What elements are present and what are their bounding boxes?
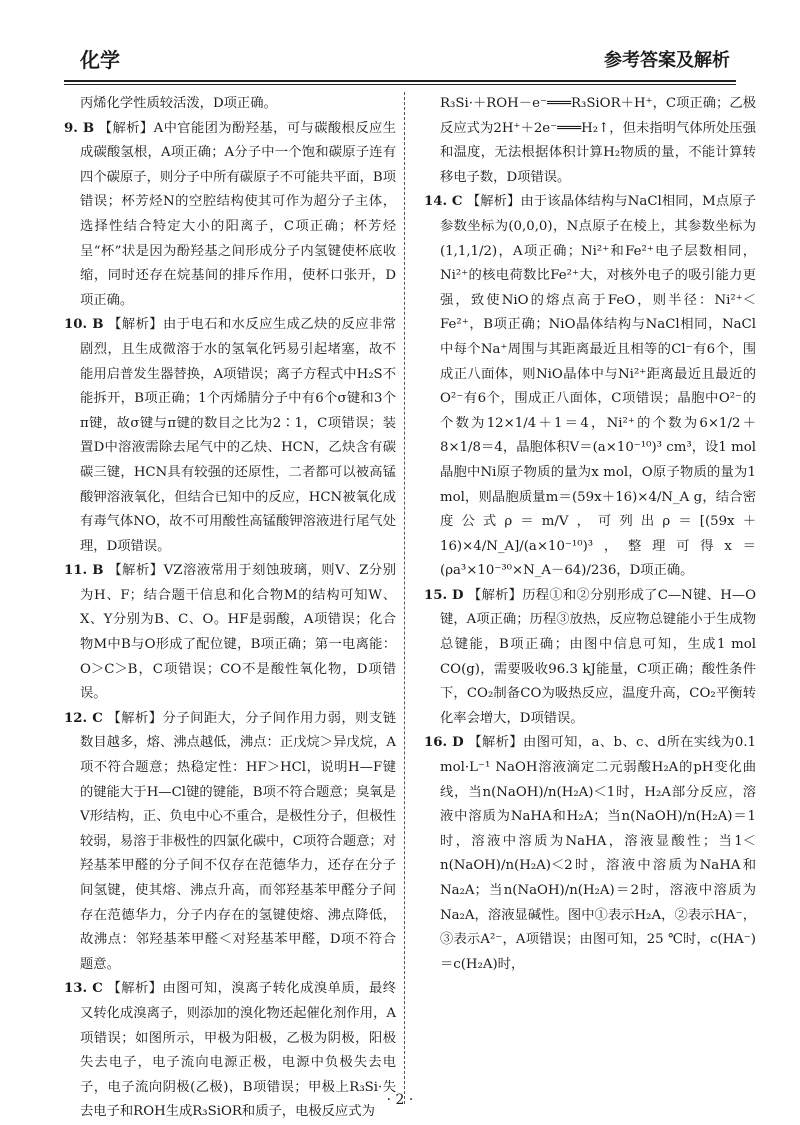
answer-item-16: 16. D 【解析】由图可知，a、b、c、d所在实线为0.1 mol·L⁻¹ NaOH溶液滴定二元弱酸H₂A的pH变化曲线，当n(NaOH)/n(H₂A)＜1时，H₂A部分反应，溶液中溶质为NaHA和H₂A；当n(NaOH)/n(H₂A)＝1时，溶液中溶质为NaHA，溶液显酸性；当1＜n(NaOH)/n(H₂A)＜2时，溶液中溶质为NaHA和Na₂A；当n(NaOH)/n(H₂A)＝2时，溶液中溶质为Na₂A，溶液显碱性。图中①表示H₂A，②表示HA⁻，③表示A²⁻，A项错误；由图可知，25 ℃时，c(HA⁻)＝c(H₂A)时，: [424, 735, 757, 972]
answer-item-10: 10. B 【解析】由于电石和水反应生成乙炔的反应非常剧烈，且生成微溶于水的氢氧化钙易引起堵塞，故不能用启普发生器替换，A项错误；离子方程式中H₂S不能拆开，B项正确；1个丙烯腈分子中有6个σ键和3个π键，故σ键与π键的数目之比为2∶1，C项错误；装置D中溶液需除去尾气中的乙炔、HCN，乙炔含有碳碳三键，HCN具有较强的还原性，二者都可以被高锰酸钾溶液氧化，但结合已知中的反应，HCN被氧化成有毒气体NO，故不可用酸性高锰酸钾溶液进行尾气处理，D项错误。: [64, 317, 396, 554]
answer-item-13: 13. C 【解析】由图可知，溴离子转化成溴单质，最终又转化成溴离子，则添加的溴化物还起催化剂作用，A项错误；如图所示，甲极为阳极，乙极为阴极，阳极失去电子，电子流向电源正极，电源中负极失去电子，电子流向阴极(乙极)，B项错误；甲极上R₃Si·失去电子和ROH生成R₃SiOR和质子，电极反应式为: [64, 981, 396, 1120]
left-column: [64, 92, 396, 1125]
section-title: 参考答案及解析: [604, 50, 730, 71]
answer-item-15: 15. D 【解析】历程①和②分别形成了C—N键、H—O键，A项正确；历程③放热，反应物总键能小于生成物总键能，B项正确；由图中信息可知，生成1 mol CO(g)，需要吸收96.3 kJ能量，C项正确；酸性条件下，CO₂制备CO为吸热反应，温度升高，CO₂平衡转化率会增大，D项错误。: [424, 587, 756, 726]
subject-title: 化学: [80, 48, 120, 72]
page-header: [0, 0, 800, 80]
answer-item-11: 11. B 【解析】VZ溶液常用于刻蚀玻璃，则V、Z分别为H、F；结合题干信息和化合物M的结构可知W、X、Y分别为B、C、O。HF是弱酸，A项错误；化合物M中B与O形成了配位键，B项正确；第一电离能：O＞C＞B，C项错误；CO不是酸性氧化物，D项错误。: [64, 563, 396, 702]
header-rule-thick: [64, 80, 736, 82]
column-divider: [404, 92, 405, 1104]
header-rule-thin: [64, 84, 736, 85]
answer-item-9: 9. B 【解析】A中官能团为酚羟基，可与碳酸根反应生成碳酸氢根，A项正确；A分子中一个饱和碳原子连有四个碳原子，则分子中所有碳原子不可能共平面，B项错误；杯芳烃N的空腔结构使其可作为超分子主体，选择性结合特定大小的阳离子，C项正确；杯芳烃呈“杯”状是因为酚羟基之间形成分子内氢键使杯底收缩，同时还存在烷基间的排斥作用，使杯口张开，D项正确。: [64, 120, 397, 308]
right-column: [424, 92, 756, 977]
answer-item-14: 14. C 【解析】由于该晶体结构与NaCl相同，M点原子参数坐标为(0,0,0)，N点原子在棱上，其参数坐标为(1,1,1/2)，A项正确；Ni²⁺和Fe²⁺电子层数相同，Ni²⁺的核电荷数比Fe²⁺大，对核外电子的吸引能力更强，致使NiO的熔点高于FeO，则半径：Ni²⁺＜Fe²⁺，B项正确；NiO晶体结构与NaCl相同，NaCl中每个Na⁺周围与其距离最近且相等的Cl⁻有6个，围成正八面体，则NiO晶体中与Ni²⁺距离最近且最近的O²⁻有6个，围成正八面体，C项错误；晶胞中O²⁻的个数为12×1/4＋1＝4，Ni²⁺的个数为6×1/2＋8×1/8＝4，晶胞体积V＝(a×10⁻¹⁰)³ cm³，设1 mol晶胞中Ni原子物质的量为x mol，O原子物质的量为1 mol，则晶胞质量m＝(59x＋16)×4/N_A g，结合密度公式ρ＝m/V，可列出ρ＝[(59x＋16)×4/N_A]/(a×10⁻¹⁰)³，整理可得x＝(ρa³×10⁻³⁰×N_A－64)/236，D项正确。: [424, 194, 756, 579]
answer-continuation: 丙烯化学性质较活泼，D项正确。: [80, 96, 277, 111]
page-number: · 2 ·: [386, 1092, 414, 1108]
answer-continuation: R₃Si·＋ROH－e⁻═══R₃SiOR＋H⁺，C项正确；乙极反应式为2H⁺＋2e⁻═══H₂↑，但未指明气体所处压强和温度，无法根据体积计算H₂物质的量，不能计算转移电子数，D项错误。: [440, 96, 756, 185]
answer-item-12: 12. C 【解析】分子间距大，分子间作用力弱，则支链数目越多，熔、沸点越低，沸点：正戊烷＞异戊烷，A项不符合题意；热稳定性：HF＞HCl，说明H—F键的键能大于H—Cl键的键能，B项不符合题意；臭氧是V形结构，正、负电中心不重合，是极性分子，但极性较弱，易溶于非极性的四氯化碳中，C项符合题意；对羟基苯甲醛的分子间不仅存在范德华力，还存在分子间氢键，使其熔、沸点升高，而邻羟基苯甲醛分子间存在范德华力，分子内存在的氢键使熔、沸点降低，故沸点：邻羟基苯甲醛＜对羟基苯甲醛，D项不符合题意。: [64, 710, 397, 972]
